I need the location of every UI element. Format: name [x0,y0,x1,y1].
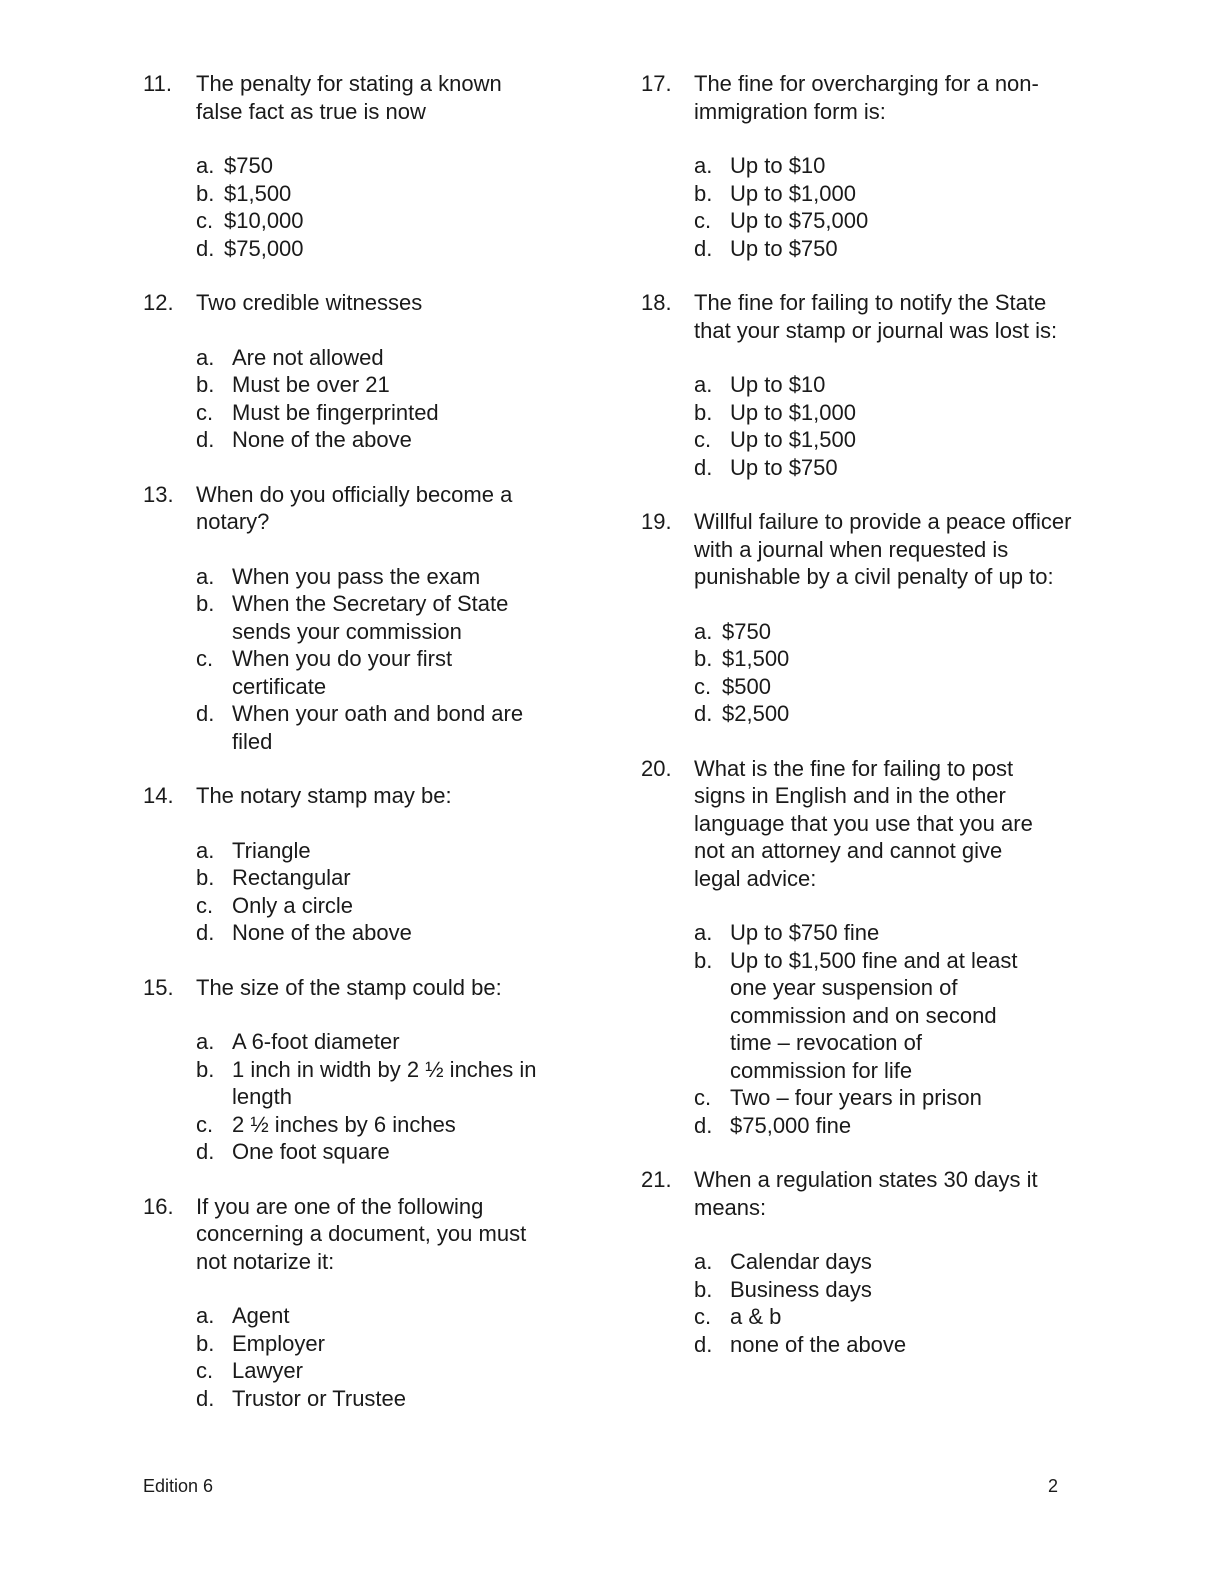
answer-option [196,1028,583,1056]
question-text: What is the fine for failing to post signs in English and in the other language that you use that you are not an attorney and cannot give legal advice: [694,755,1033,891]
question [641,70,1121,262]
question [143,782,583,947]
option-text: Up to $750 [730,454,838,480]
answer-option [694,1248,1121,1276]
option-label: a. [196,153,215,178]
question-header [641,70,1121,125]
option-text: $75,000 fine [730,1112,852,1138]
answer-option [196,1330,583,1358]
option-text: $75,000 [224,235,304,261]
answer-option [694,947,1121,1085]
option-text: Up to $1,500 [730,427,856,452]
option-text: $750 [224,153,273,178]
answer-option [694,207,1121,235]
question-number: 13. [143,481,174,507]
answer-option [196,1056,583,1111]
option-label: d. [196,1385,215,1411]
question [143,481,583,756]
question-number: 16. [143,1193,174,1219]
option-label: c. [694,673,712,699]
question-number: 17. [641,71,672,96]
answer-option [196,180,583,208]
question-header [641,508,1121,591]
option-label: b. [196,372,215,397]
option-text: none of the above [730,1331,907,1357]
option-label: a. [694,618,713,644]
option-text: Calendar days [730,1249,872,1274]
answer-options [196,1302,583,1412]
option-label: a. [196,1303,215,1328]
option-text: Lawyer [232,1358,303,1383]
option-text: When you do your first certificate [232,646,453,699]
option-text: Up to $75,000 [730,208,869,233]
question [143,1193,583,1413]
option-text: Triangle [232,837,311,863]
option-text: Are not allowed [232,344,384,370]
option-label: c. [196,208,214,233]
question-number: 20. [641,755,672,781]
answer-option [694,919,1121,947]
option-text: Up to $1,000 [730,399,856,425]
answer-option [694,180,1121,208]
answer-option [694,673,1121,701]
answer-option [196,1111,583,1139]
option-text: Up to $750 fine [730,920,880,945]
option-label: b. [196,180,215,206]
answer-option [694,371,1121,399]
answer-options [694,152,1121,262]
option-label: c. [196,399,214,425]
answer-option [694,235,1121,263]
question-header [641,755,1121,893]
footer-edition: Edition 6 [143,1476,214,1496]
question [641,1166,1121,1358]
answer-option [694,1112,1121,1140]
answer-option [196,235,583,263]
option-label: b. [694,180,713,206]
option-label: d. [694,1112,713,1138]
option-label: a. [196,837,215,863]
option-text: a & b [730,1304,782,1329]
option-label: b. [196,591,215,616]
option-text: Up to $1,500 fine and at least one year suspension of commission and on second time – revocation of commission for life [730,947,1018,1083]
question-header [641,1166,1121,1221]
question-number: 15. [143,974,174,1000]
option-label: d. [694,1331,713,1357]
question [641,289,1121,481]
question-number: 18. [641,290,672,315]
answer-option [694,1276,1121,1304]
question-header [143,1193,583,1276]
answer-option [196,1357,583,1385]
question-header [143,70,583,125]
option-text: None of the above [232,920,412,945]
answer-options [694,1248,1121,1358]
option-text: When the Secretary of State sends your commission [232,591,509,644]
option-label: b. [694,399,713,425]
answer-option [196,645,583,700]
option-text: $2,500 [722,701,790,726]
option-label: b. [694,1276,713,1302]
answer-options [694,919,1121,1139]
option-label: a. [694,920,713,945]
answer-option [196,837,583,865]
option-label: b. [694,947,713,973]
option-text: $10,000 [224,208,304,233]
option-label: a. [196,563,215,589]
answer-option [196,1302,583,1330]
option-label: d. [196,1139,215,1164]
option-text: When your oath and bond are filed [232,701,524,754]
option-label: d. [196,701,215,726]
answer-option [196,344,583,372]
option-label: b. [196,1330,215,1356]
answer-option [196,919,583,947]
option-text: $750 [722,618,771,644]
option-text: Up to $1,000 [730,180,856,206]
answer-option [694,645,1121,673]
question [143,974,583,1166]
answer-option [196,1138,583,1166]
answer-options [196,152,583,262]
question [143,70,583,262]
answer-option [196,892,583,920]
answer-options [196,563,583,756]
answer-option [196,1385,583,1413]
question [641,755,1121,1140]
option-label: d. [694,454,713,480]
answer-option [694,399,1121,427]
answer-options [694,371,1121,481]
option-label: c. [694,208,712,233]
question-text: The notary stamp may be: [196,783,452,808]
option-label: d. [196,427,215,452]
option-label: a. [196,344,215,370]
option-text: Up to $10 [730,153,826,178]
option-label: c. [196,1111,214,1137]
question-header [143,974,583,1002]
option-label: c. [196,892,214,918]
question-text: When a regulation states 30 days it means: [694,1167,1038,1220]
option-label: d. [694,235,713,261]
option-text: Agent [232,1303,290,1328]
option-text: $500 [722,673,771,699]
option-label: d. [196,920,215,945]
question-text: Two credible witnesses [196,290,423,315]
answer-option [196,590,583,645]
answer-option [196,207,583,235]
question-number: 21. [641,1167,672,1192]
answer-options [196,1028,583,1166]
option-text: Must be over 21 [232,372,390,397]
answer-option [196,399,583,427]
option-text: Business days [730,1276,872,1302]
question-number: 12. [143,290,174,315]
option-text: Rectangular [232,865,351,890]
option-text: A 6-foot diameter [232,1029,400,1054]
option-label: a. [694,153,713,178]
answer-option [196,563,583,591]
option-text: Trustor or Trustee [232,1385,407,1411]
footer-page-number: 2 [1047,1476,1058,1496]
question-text: When do you officially become a notary? [196,481,513,534]
answer-option [196,426,583,454]
option-text: Up to $10 [730,372,826,397]
question-text: The fine for failing to notify the State that your stamp or journal was lost is: [694,290,1058,343]
answer-option [694,426,1121,454]
question-header [143,289,583,317]
option-label: a. [196,1029,215,1054]
answer-options [196,837,583,947]
option-text: Only a circle [232,892,354,918]
option-label: c. [694,1304,712,1329]
question [641,508,1121,728]
question-text: The fine for overcharging for a non- immigration form is: [694,71,1039,124]
option-label: d. [196,235,215,261]
left-column [143,70,583,1439]
question-text: The size of the stamp could be: [196,974,502,1000]
question-number: 11. [143,71,172,96]
answer-option [196,700,583,755]
option-text: 2 ½ inches by 6 inches [232,1111,456,1137]
answer-option [694,1303,1121,1331]
answer-options [196,344,583,454]
option-text: $1,500 [722,646,790,671]
option-text: None of the above [232,427,412,452]
option-label: b. [196,865,215,890]
option-text: 1 inch in width by 2 ½ inches in length [232,1056,537,1109]
answer-option [196,152,583,180]
option-label: a. [694,1249,713,1274]
answer-option [196,371,583,399]
answer-option [694,700,1121,728]
option-text: Must be fingerprinted [232,399,439,425]
option-text: Up to $750 [730,235,838,261]
option-label: b. [694,646,713,671]
right-column [641,70,1121,1385]
answer-options [694,618,1121,728]
question-text: Willful failure to provide a peace officer with a journal when requested is punishable by a civil penalty of up to: [694,509,1072,589]
answer-option [694,618,1121,646]
question-text: If you are one of the following concerning a document, you must not notarize it: [196,1193,527,1274]
answer-option [694,152,1121,180]
option-label: b. [196,1056,215,1082]
answer-option [196,864,583,892]
answer-option [694,1331,1121,1359]
option-label: c. [196,1358,214,1383]
option-text: One foot square [232,1139,390,1164]
question-header [143,782,583,810]
option-text: Two – four years in prison [730,1085,982,1110]
option-label: c. [196,646,214,671]
answer-option [694,1084,1121,1112]
option-label: c. [694,427,712,452]
option-text: $1,500 [224,180,292,206]
question-text: The penalty for stating a known false fact as true is now [196,71,502,124]
question-number: 14. [143,783,174,808]
option-label: c. [694,1085,712,1110]
question-number: 19. [641,509,672,534]
question-header [641,289,1121,344]
option-label: d. [694,701,713,726]
answer-option [694,454,1121,482]
option-label: a. [694,372,713,397]
option-text: Employer [232,1330,325,1356]
question-header [143,481,583,536]
question [143,289,583,454]
option-text: When you pass the exam [232,563,481,589]
